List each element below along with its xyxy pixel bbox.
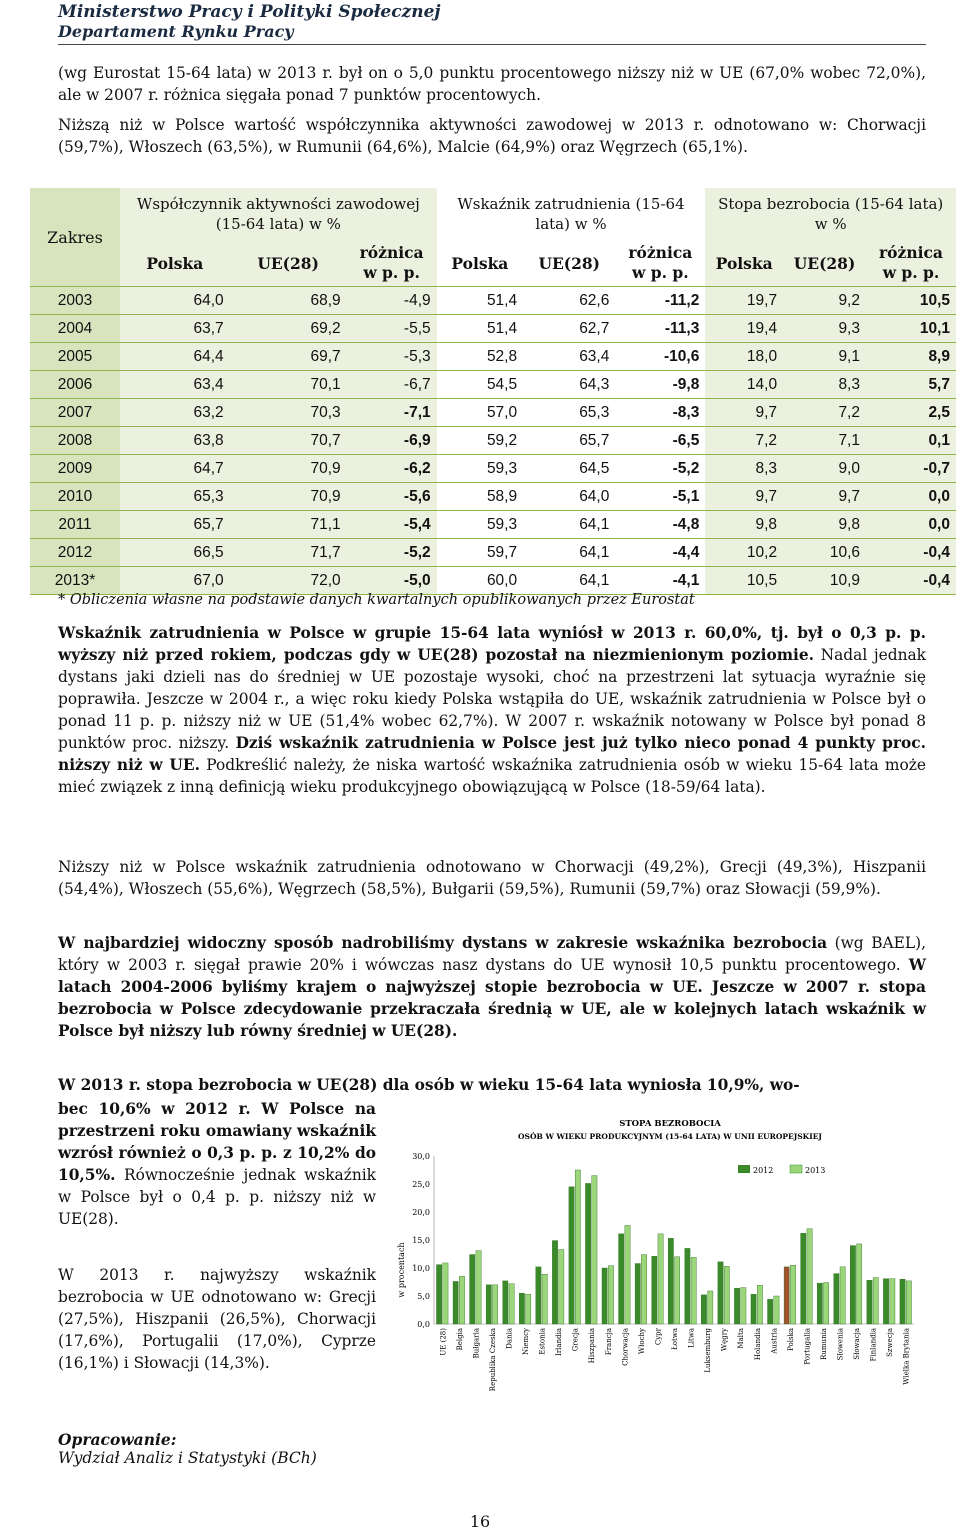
x-tick-label: Słowacja [853,1328,862,1360]
employment-end: Podkreślić należy, że niska wartość wskaźnika zatrudnienia osób w wieku 15-64 lata może mieć związek z inną definicją wieku produkcyjnego obowiązującą w Polsce (18-59/64 lata). [58,756,926,796]
table-cell: -5,4 [347,511,437,539]
table-cell: 63,8 [120,427,230,455]
bar-2013 [873,1278,878,1324]
table-cell: 59,2 [437,427,523,455]
credit-label: Opracowanie: [58,1430,177,1449]
bar-2012 [635,1264,640,1324]
table-cell: 0,0 [866,511,956,539]
table-cell: 71,7 [230,539,347,567]
table-cell: 64,1 [523,567,615,595]
y-tick-label: 0,0 [417,1320,430,1329]
bar-2012 [668,1238,673,1324]
bar-2013 [641,1255,646,1324]
bar-2013 [890,1279,895,1324]
chart-x-labels [439,1327,910,1391]
table-row [30,287,956,315]
table-cell: -8,3 [615,399,705,427]
row-year: 2008 [30,427,120,455]
bar-2012 [652,1256,657,1324]
x-tick-label: UE (28) [439,1328,448,1356]
col-diff-1: różnica w p. p. [347,240,437,287]
table-row [30,483,956,511]
intro-paragraph-2: Niższą niż w Polsce wartość współczynnika aktywności zawodowej w 2013 r. odnotowano w: Chorwacji (59,7%), Włoszech (63,5%), w Rumunii (64,6%), Malcie (64,9%) oraz Węgrzech (65,1%). [58,116,926,156]
table-cell: -11,2 [615,287,705,315]
table-cell: 59,3 [437,455,523,483]
credit-unit: Wydział Analiz i Statystyki (BCh) [58,1449,317,1467]
table-cell: 59,7 [437,539,523,567]
row-year: 2007 [30,399,120,427]
bar-2013 [476,1251,481,1324]
x-tick-label: Węgry [720,1328,729,1352]
table-cell: 64,7 [120,455,230,483]
page-header [58,2,441,42]
table-cell: 7,2 [705,427,783,455]
bar-2013 [608,1266,613,1324]
table-cell: 70,9 [230,483,347,511]
col-pl-1: Polska [120,240,230,287]
table-row [30,427,956,455]
y-tick-label: 25,0 [412,1180,430,1189]
table-cell: -4,1 [615,567,705,595]
x-tick-label: Austria [770,1328,779,1354]
x-tick-label: Słowenia [836,1328,845,1361]
x-tick-label: Chorwacja [621,1328,630,1366]
table-cell: 8,3 [783,371,866,399]
chart-legend [738,1165,825,1175]
table-cell: 9,1 [783,343,866,371]
table-cell: 59,3 [437,511,523,539]
row-year: 2005 [30,343,120,371]
y-tick-label: 10,0 [412,1264,430,1273]
col-ue-1: UE(28) [230,240,347,287]
paragraph-2013-line1: W 2013 r. stopa bezrobocia w UE(28) dla osób w wieku 15-64 lata wyniosła 10,9%, wo- [58,1076,800,1094]
table-cell: 70,7 [230,427,347,455]
col-ue-2: UE(28) [523,240,615,287]
table-cell: 18,0 [705,343,783,371]
table-cell: -4,9 [347,287,437,315]
table-cell: 60,0 [437,567,523,595]
bar-2013 [459,1276,464,1324]
paragraph-employment [58,622,926,798]
chart-title: STOPA BEZROBOCIA [619,1119,721,1129]
bar-2013 [708,1291,713,1324]
x-tick-label: Włochy [637,1328,646,1355]
x-tick-label: Francja [604,1328,613,1356]
unemployment-body: (wg BAEL), który w 2003 r. sięgał prawie 20% i wówczas nasz dystans do UE wynosił 10,5 punktu procentowego. [58,934,926,974]
y-tick-label: 20,0 [412,1208,430,1217]
table-cell: 64,4 [120,343,230,371]
unemployment-highlight: W latach 2004-2006 byliśmy krajem o najwyższej stopie bezrobocia w UE. Jeszcze w 2007 r. stopa bezrobocia w Polsce zdecydowanie przekraczała średnią w UE, ale w kolejnych latach wskaźnik w Polsce był niższy lub równy średniej w UE(28). [58,956,926,1040]
x-tick-label: Grecja [571,1328,580,1352]
header-activity-rate: Współczynnik aktywności zawodowej (15-64 lata) w % [120,188,437,240]
bar-2013 [691,1257,696,1324]
bar-2012 [552,1241,557,1324]
bar-2012 [784,1267,789,1324]
bar-2013 [840,1267,845,1324]
table-cell: 63,4 [523,343,615,371]
table-cell: 9,7 [783,483,866,511]
bar-2013 [625,1225,630,1324]
x-tick-label: Luksemburg [704,1328,713,1373]
table-body [30,287,956,595]
col-ue-3: UE(28) [783,240,866,287]
bar-2013 [857,1244,862,1324]
table-cell: 57,0 [437,399,523,427]
legend-label-2012: 2012 [753,1166,774,1175]
table-cell: 51,4 [437,287,523,315]
table-cell: 64,3 [523,371,615,399]
table-cell: 52,8 [437,343,523,371]
table-row [30,399,956,427]
ministry-name: Ministerstwo Pracy i Polityki Społecznej [58,2,441,22]
table-cell: 64,0 [523,483,615,511]
table-cell: -11,3 [615,315,705,343]
table-cell: 70,9 [230,455,347,483]
x-tick-label: Rumunia [819,1328,828,1360]
table-cell: -6,5 [615,427,705,455]
bar-2013 [559,1250,564,1324]
row-year: 2011 [30,511,120,539]
paragraph-highest-unemployment: W 2013 r. najwyższy wskaźnik bezrobocia w UE odnotowano w: Grecji (27,5%), Hiszpanii (26,5%), Chorwacji (17,6%), Portugalii (17,0%), Cyprze (16,1%) i Słowacji (14,3%). [58,1266,376,1372]
bar-2012 [619,1234,624,1324]
x-tick-label: Hiszpania [588,1328,597,1364]
unemployment-chart [388,1110,926,1410]
y-tick-label: 15,0 [412,1236,430,1245]
bar-2012 [850,1246,855,1324]
table-cell: 64,1 [523,511,615,539]
bar-2012 [834,1274,839,1324]
header-employment-rate: Wskaźnik zatrudnienia (15-64 lata) w % [437,188,706,240]
table-cell: 64,0 [120,287,230,315]
legend-label-2013: 2013 [805,1166,826,1175]
bar-2013 [823,1283,828,1324]
table-cell: 67,0 [120,567,230,595]
bar-2013 [790,1265,795,1324]
bar-2012 [768,1299,773,1324]
table-cell: 66,5 [120,539,230,567]
table-cell: 62,7 [523,315,615,343]
bar-2012 [867,1280,872,1324]
bar-2013 [526,1294,531,1324]
table-cell: 0,0 [866,483,956,511]
table-cell: -6,7 [347,371,437,399]
paragraph-2013 [58,1098,376,1230]
table-cell: 10,5 [866,287,956,315]
table-cell: 58,9 [437,483,523,511]
paragraph-2013-bold: bec 10,6% w 2012 r. W Polsce na przestrzeni roku omawiany wskaźnik wzrósł również o 0,3 p. p. z 10,2% do 10,5%. [58,1100,376,1184]
table-cell: 70,3 [230,399,347,427]
department-name: Departament Rynku Pracy [58,22,294,41]
table-cell: 51,4 [437,315,523,343]
x-tick-label: Polska [786,1328,795,1351]
table-cell: 63,2 [120,399,230,427]
table-cell: -5,1 [615,483,705,511]
table-cell: 69,2 [230,315,347,343]
bar-2012 [503,1281,508,1324]
row-year: 2004 [30,315,120,343]
paragraph-unemployment [58,932,926,1042]
table-cell: 10,9 [783,567,866,595]
table-cell: 62,6 [523,287,615,315]
table-cell: -4,8 [615,511,705,539]
table-cell: 65,7 [120,511,230,539]
table-cell: 65,7 [523,427,615,455]
table-cell: 68,9 [230,287,347,315]
table-cell: -6,9 [347,427,437,455]
bar-2012 [883,1279,888,1324]
table-cell: -9,8 [615,371,705,399]
employment-highlight: Dziś wskaźnik zatrudnienia w Polsce jest już tylko nieco ponad 4 punkty proc. niższy niż w UE. [58,734,926,774]
row-year: 2003 [30,287,120,315]
table-cell: -5,6 [347,483,437,511]
bar-2012 [718,1262,723,1324]
row-year: 2012 [30,539,120,567]
chart-ylabel: w procentach [397,1242,406,1298]
bar-2012 [685,1248,690,1324]
table-cell: 8,9 [866,343,956,371]
table-cell: 9,7 [705,399,783,427]
row-year: 2006 [30,371,120,399]
table-cell: -7,1 [347,399,437,427]
row-year: 2013* [30,567,120,595]
bar-2013 [741,1288,746,1324]
x-tick-label: Wielka Brytania [902,1328,911,1385]
table-cell: 72,0 [230,567,347,595]
table-row [30,567,956,595]
x-tick-label: Irlandia [555,1328,564,1356]
table-cell: 19,7 [705,287,783,315]
header-zakres: Zakres [47,227,103,247]
bar-2013 [724,1266,729,1324]
employment-lead: Wskaźnik zatrudnienia w Polsce w grupie 15-64 lata wyniósł w 2013 r. 60,0%, tj. był o 0,3 p. p. wyższy niż przed rokiem, podczas gdy w UE(28) pozostał na niezmienionym poziomie. [58,624,926,664]
bar-2013 [509,1284,514,1324]
x-tick-label: Bułgaria [472,1328,481,1359]
table-row [30,511,956,539]
chart-subtitle: OSÓB W WIEKU PRODUKCYJNYM (15-64 LATA) W UNII EUROPEJSKIEJ [518,1132,822,1141]
table-cell: 9,3 [783,315,866,343]
bar-2012 [817,1283,822,1324]
table-cell: -5,3 [347,343,437,371]
table-cell: 10,6 [783,539,866,567]
table-cell: 54,5 [437,371,523,399]
table-cell: 9,0 [783,455,866,483]
table-cell: 8,3 [705,455,783,483]
bar-2012 [519,1293,524,1324]
table-cell: -5,2 [615,455,705,483]
table-row [30,315,956,343]
table-cell: -4,4 [615,539,705,567]
table-cell: 71,1 [230,511,347,539]
bar-2012 [569,1187,574,1324]
labour-market-table [30,188,956,595]
table-cell: 10,1 [866,315,956,343]
bar-2012 [701,1295,706,1324]
bar-2012 [602,1268,607,1324]
table-row [30,455,956,483]
intro-paragraph-1: (wg Eurostat 15-64 lata) w 2013 r. był on o 5,0 punktu procentowego niższy niż w UE (67,0% wobec 72,0%), ale w 2007 r. różnica sięgała ponad 7 punktów procentowych. [58,64,926,104]
table-cell: 70,1 [230,371,347,399]
credit-block [58,1430,317,1467]
bar-2013 [807,1229,812,1324]
table-cell: 0,1 [866,427,956,455]
paragraph-2013-rest: Równocześnie jednak wskaźnik w Polsce był o 0,4 p. p. niższy niż w UE(28). [58,1166,376,1228]
x-tick-label: Belgia [455,1328,464,1351]
x-tick-label: Niemcy [522,1328,531,1356]
table-cell: 65,3 [523,399,615,427]
table-cell: 9,2 [783,287,866,315]
bar-2013 [906,1281,911,1324]
bar-2012 [585,1183,590,1324]
x-tick-label: Szwecja [886,1328,895,1357]
table-row [30,343,956,371]
bar-2012 [453,1281,458,1324]
table-row [30,371,956,399]
x-tick-label: Dania [505,1328,514,1349]
table-cell: 69,7 [230,343,347,371]
table-cell: 65,3 [120,483,230,511]
col-diff-3: różnica w p. p. [866,240,956,287]
bar-2012 [486,1285,491,1324]
table-cell: -5,0 [347,567,437,595]
bar-2013 [774,1296,779,1324]
table-cell: 14,0 [705,371,783,399]
legend-swatch-2013 [790,1165,802,1173]
bar-2013 [592,1176,597,1324]
row-year: 2010 [30,483,120,511]
table-cell: 64,1 [523,539,615,567]
x-tick-label: Litwa [687,1328,696,1348]
table-cell: 2,5 [866,399,956,427]
employment-body: Nadal jednak dystans jaki dzieli nas do średniej w UE pozostaje wysoki, choć na przestrzeni lat sytuacja wyraźnie się poprawiła. Jeszcze w 2004 r., a więc roku kiedy Polska wstąpiła do UE, wskaźnik zatrudnienia w Polsce był o ponad 11 p. p. niższy niż w UE (51,4% wobec 62,7%). W 2007 r. wskaźnik notowany w Polsce był ponad 8 punktów proc. niższy. [58,646,926,752]
x-tick-label: Łotwa [671,1328,679,1350]
table-cell: -0,4 [866,539,956,567]
table-cell: -6,2 [347,455,437,483]
paragraph-lower-employment: Niższy niż w Polsce wskaźnik zatrudnienia odnotowano w Chorwacji (49,2%), Grecji (49,3%), Hiszpanii (54,4%), Włoszech (55,6%), Węgrzech (58,5%), Bułgarii (59,5%), Rumunii (59,7%) oraz Słowacji (59,9%). [58,858,926,898]
x-tick-label: Estonia [538,1328,547,1355]
table-footnote: * Obliczenia własne na podstawie danych kwartalnych opublikowanych przez Eurostat [58,592,695,608]
bar-2013 [575,1170,580,1324]
x-tick-label: Finlandia [869,1328,878,1362]
header-rule [58,44,926,45]
table-cell: 9,7 [705,483,783,511]
bar-2013 [492,1285,497,1324]
bar-2012 [436,1265,441,1324]
bar-2012 [734,1288,739,1324]
table-cell: 10,2 [705,539,783,567]
table-row [30,539,956,567]
table-cell: 19,4 [705,315,783,343]
table-cell: 63,7 [120,315,230,343]
table-cell: 7,1 [783,427,866,455]
y-tick-label: 5,0 [417,1292,430,1301]
chart-bars [436,1170,911,1324]
table-cell: 9,8 [705,511,783,539]
bar-2012 [751,1294,756,1324]
x-tick-label: Cypr [654,1328,663,1346]
table-cell: 64,5 [523,455,615,483]
col-pl-3: Polska [705,240,783,287]
x-tick-label: Malta [737,1328,746,1349]
bar-2013 [658,1234,663,1324]
table-cell: -5,5 [347,315,437,343]
bar-2013 [443,1263,448,1324]
table-cell: 7,2 [783,399,866,427]
page-number: 16 [469,1512,491,1531]
x-tick-label: Republika Czeska [488,1328,497,1392]
col-pl-2: Polska [437,240,523,287]
table-cell: -0,4 [866,567,956,595]
y-tick-label: 30,0 [412,1152,430,1161]
table-cell: 63,4 [120,371,230,399]
table-cell: 9,8 [783,511,866,539]
bar-2012 [900,1279,905,1324]
x-tick-label: Portugalia [803,1328,812,1365]
bar-2012 [470,1255,475,1324]
bar-2013 [542,1274,547,1324]
header-unemployment-rate: Stopa bezrobocia (15-64 lata) w % [705,188,956,240]
table-cell: -5,2 [347,539,437,567]
table-cell: -0,7 [866,455,956,483]
row-year: 2009 [30,455,120,483]
table-cell: -10,6 [615,343,705,371]
col-diff-2: różnica w p. p. [615,240,705,287]
bar-2012 [536,1267,541,1324]
bar-2012 [801,1233,806,1324]
bar-2013 [675,1257,680,1324]
bar-2013 [757,1285,762,1324]
table-cell: 10,5 [705,567,783,595]
legend-swatch-2012 [738,1165,750,1173]
x-tick-label: Holandia [753,1328,762,1361]
unemployment-lead: W najbardziej widoczny sposób nadrobiliśmy dystans w zakresie wskaźnika bezrobocia [58,934,828,952]
table-cell: 5,7 [866,371,956,399]
